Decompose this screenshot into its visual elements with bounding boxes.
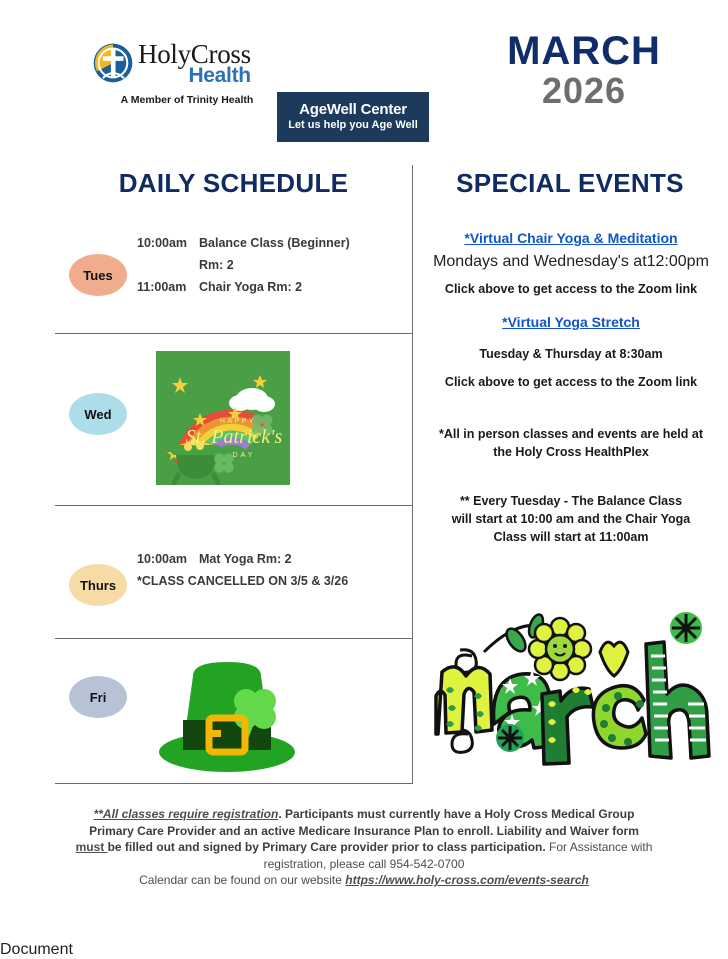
special-events-line1: Mondays and Wednesday's at12:00pm <box>433 253 709 270</box>
special-events-note2-b: will start at 10:00 am and the Chair Yoga <box>451 512 691 526</box>
schedule-row-tues <box>55 228 413 328</box>
footer-seg-1: . Participants must currently have a Holy Cross Medical Group <box>278 807 635 821</box>
special-events-line3: Tuesday & Thursday at 8:30am <box>479 347 663 361</box>
entry-desc: Chair Yoga Rm: 2 <box>199 280 303 294</box>
schedule-entry <box>137 232 409 254</box>
daily-schedule-title: DAILY SCHEDULE <box>118 168 349 198</box>
events-search-url[interactable]: https://www.holy-cross.com/events-search <box>345 873 589 888</box>
special-events-note2-a: ** Every Tuesday - The Balance Class <box>459 494 683 508</box>
logo-name-line2: Health <box>188 63 251 87</box>
footer-line-3 <box>14 839 714 856</box>
entry-desc: Rm: 2 <box>199 258 234 272</box>
day-badge-label: Fri <box>89 689 107 705</box>
virtual-chair-yoga-link[interactable]: *Virtual Chair Yoga & Meditation <box>464 230 678 246</box>
year-label: 2026 <box>541 70 627 111</box>
footer-line-5 <box>14 872 714 889</box>
special-events-content <box>414 228 728 249</box>
entry-desc: Balance Class (Beginner) <box>199 236 350 250</box>
day-badge-label: Wed <box>84 406 112 422</box>
graphic-text-happy: HAPPY <box>219 418 257 425</box>
special-events-note1-a: *All in person classes and events are held at <box>439 427 703 441</box>
day-badge-fri <box>69 676 127 718</box>
special-events-title: SPECIAL EVENTS <box>456 168 684 198</box>
footer-line-2 <box>14 823 714 840</box>
footer-emph-2: must <box>75 840 108 855</box>
footer-seg-6: Calendar can be found on our website <box>139 873 346 888</box>
schedule-row-wed <box>55 345 413 495</box>
month-year-heading <box>440 30 728 110</box>
entry-time: 10:00am <box>137 552 188 566</box>
starburst-icon <box>670 612 702 644</box>
schedule-row-fri <box>55 648 413 778</box>
footer-disclaimer <box>14 806 714 889</box>
footer-emph-1: **All classes require registration <box>93 807 279 821</box>
special-events-line4: Click above to get access to the Zoom link <box>444 375 698 389</box>
logo-tagline: A Member of Trinity Health <box>120 94 254 106</box>
entry-note: *CLASS CANCELLED ON 3/5 & 3/26 <box>137 574 349 588</box>
footer-line-4: registration, please call 954-542-0700 <box>263 856 465 871</box>
row-divider-3 <box>55 638 413 639</box>
special-events-line2: Click above to get access to the Zoom link <box>444 282 698 296</box>
logo-name-line1: HolyCross <box>138 38 251 69</box>
agewell-center-badge <box>277 92 429 142</box>
day-badge-wed <box>69 393 127 435</box>
footer-seg-2: Primary Care Provider and an active Medicare Insurance Plan to enroll. Liability and Waiver form <box>89 823 639 838</box>
schedule-entry <box>137 548 409 570</box>
entries-thurs <box>137 548 409 592</box>
holy-cross-emblem-icon <box>92 42 134 84</box>
virtual-yoga-stretch-link[interactable]: *Virtual Yoga Stretch <box>502 314 640 330</box>
day-badge-label: Thurs <box>79 577 117 593</box>
special-events-note2-c: Class will start at 11:00am <box>493 530 649 544</box>
entry-time: 11:00am <box>137 280 187 294</box>
day-badge-thurs <box>69 564 127 606</box>
page-header <box>0 30 728 140</box>
st-patricks-day-graphic <box>156 351 290 485</box>
graphic-text-day: DAY <box>232 452 256 459</box>
schedule-entry <box>137 254 409 276</box>
entry-time <box>137 254 199 276</box>
virtual-yoga-stretch-wrap <box>414 312 728 333</box>
month-label: MARCH <box>507 29 661 73</box>
footer-seg-3: be filled out and signed by Primary Care provider prior to class participation. <box>107 840 546 855</box>
row-divider-4 <box>55 783 413 784</box>
day-badge-tues <box>69 254 127 296</box>
schedule-row-thurs <box>55 548 413 628</box>
agewell-title: AgeWell Center <box>299 100 407 118</box>
march-word-art-graphic <box>432 604 712 779</box>
entry-time: 10:00am <box>137 236 188 250</box>
holy-cross-health-logo <box>92 38 282 130</box>
row-divider-2 <box>55 505 413 506</box>
leprechaun-hat-graphic <box>147 648 307 774</box>
footer-line-1 <box>14 806 714 823</box>
row-divider-1 <box>55 333 413 334</box>
schedule-entry <box>137 276 409 298</box>
entry-desc: Mat Yoga Rm: 2 <box>199 552 292 566</box>
day-badge-label: Tues <box>83 267 113 283</box>
graphic-text-stpatricks: St. Patrick's <box>185 426 283 448</box>
special-events-note1-b: the Holy Cross HealthPlex <box>493 445 649 459</box>
footer-seg-4: For Assistance with <box>545 840 653 855</box>
starburst-icon <box>496 724 524 752</box>
agewell-subtitle: Let us help you Age Well <box>288 119 418 132</box>
entries-tues <box>137 232 409 298</box>
